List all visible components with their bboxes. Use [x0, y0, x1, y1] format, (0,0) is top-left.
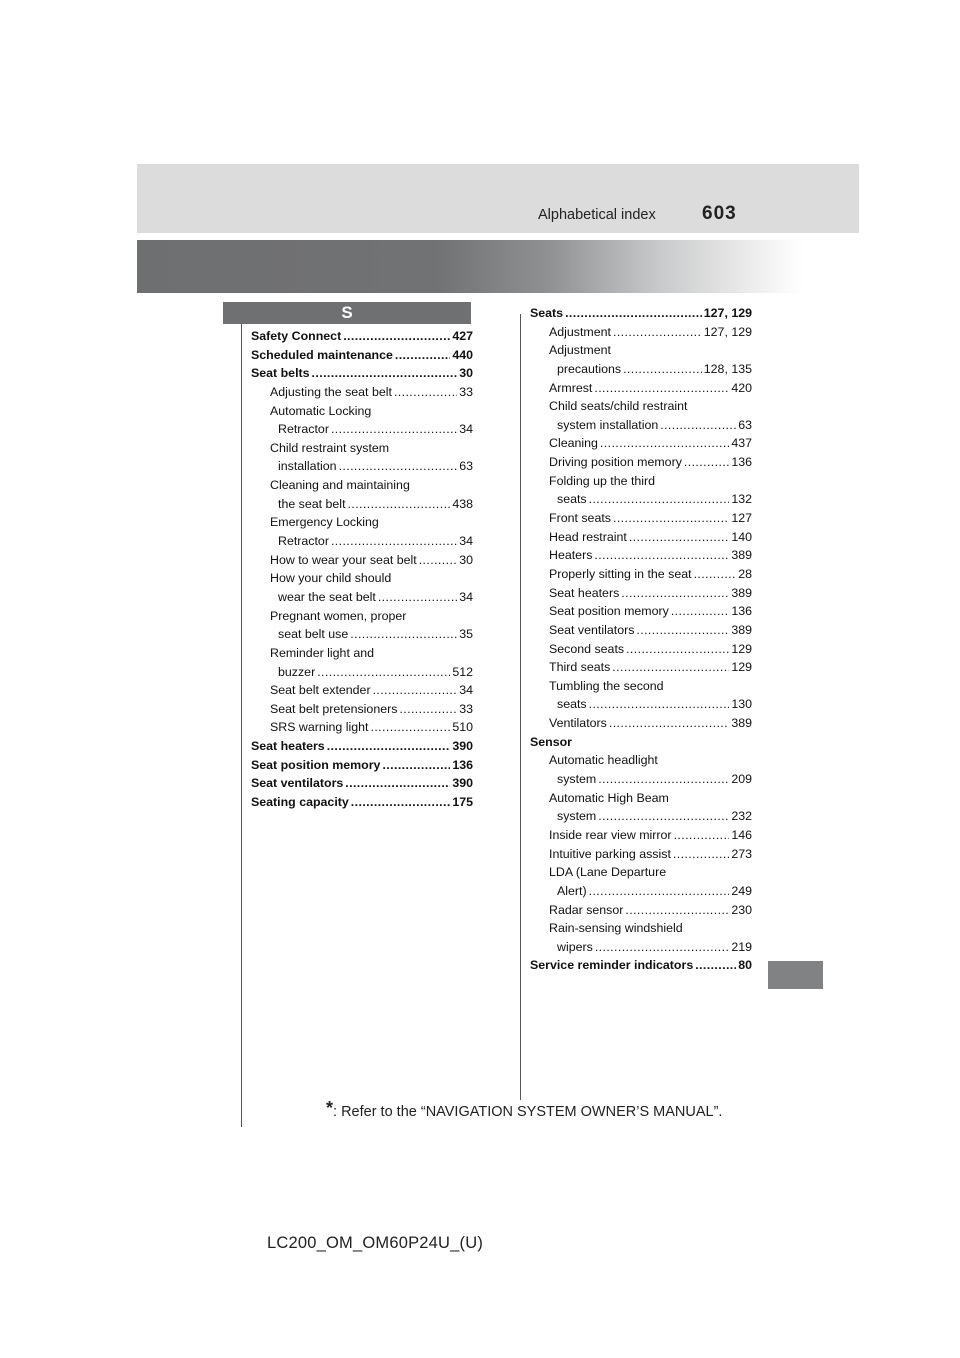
index-entry-text: Scheduled maintenance	[251, 347, 393, 362]
index-entry	[251, 665, 473, 684]
index-entry-text: Second seats	[549, 641, 625, 656]
dot-leader	[350, 627, 457, 641]
index-entry	[251, 553, 473, 572]
dot-leader	[370, 720, 450, 734]
section-tab[interactable]	[768, 961, 823, 989]
index-entry-page[interactable]: 438	[452, 496, 473, 511]
dot-leader	[351, 795, 451, 809]
index-entry-text: installation	[278, 459, 337, 474]
index-entry	[530, 791, 752, 810]
index-entry-text: Tumbling the second	[549, 678, 664, 693]
index-entry	[251, 422, 473, 441]
column-divider-left	[241, 303, 242, 1127]
index-entry	[251, 478, 473, 497]
index-entry-text: seats	[557, 492, 587, 507]
index-entry-text: Adjustment	[549, 324, 611, 339]
index-entry-page[interactable]: 136	[731, 455, 752, 470]
index-entry-page[interactable]: 127, 129	[703, 324, 752, 339]
index-entry-page[interactable]: 389	[731, 585, 752, 600]
dot-leader	[589, 492, 730, 506]
index-entry-text: wipers	[557, 939, 593, 954]
index-entry	[251, 795, 473, 814]
index-entry	[530, 511, 752, 530]
index-entry	[530, 381, 752, 400]
dot-leader	[589, 697, 730, 711]
index-entry-page[interactable]: 273	[731, 846, 752, 861]
index-entry-page[interactable]: 34	[459, 534, 473, 549]
index-entry-text: Front seats	[549, 511, 611, 526]
index-entry	[251, 758, 473, 777]
index-entry	[530, 492, 752, 511]
dot-leader	[636, 623, 729, 637]
index-entry	[530, 921, 752, 940]
index-entry-page[interactable]: 127	[731, 511, 752, 526]
index-entry-text: Ventilators	[549, 716, 607, 731]
dot-leader	[600, 436, 729, 450]
index-entry-text: Child restraint system	[270, 440, 390, 455]
index-entry-text: Seat ventilators	[251, 776, 344, 791]
index-entry	[530, 679, 752, 698]
index-entry	[530, 697, 752, 716]
index-entry	[530, 847, 752, 866]
dot-leader	[345, 776, 450, 790]
index-entry-text: Retractor	[278, 422, 329, 437]
dot-leader	[612, 660, 729, 674]
index-entry	[251, 459, 473, 478]
dot-leader	[419, 553, 458, 567]
index-entry-text: Rain-sensing windshield	[549, 921, 683, 936]
index-entry-text: Folding up the third	[549, 473, 656, 488]
index-entry	[530, 586, 752, 605]
index-entry	[251, 348, 473, 367]
index-entry	[251, 329, 473, 348]
index-entry-text: Seat heaters	[251, 739, 325, 754]
index-entry-page[interactable]: 232	[731, 809, 752, 824]
index-entry-text: Head restraint	[549, 529, 627, 544]
index-entry-text: system	[557, 809, 597, 824]
index-entry	[530, 455, 752, 474]
index-entry-page[interactable]: 35	[459, 627, 473, 642]
column-divider-middle	[520, 314, 521, 1100]
dot-leader	[673, 847, 729, 861]
index-entry-text: Seat belt extender	[270, 683, 371, 698]
index-entry-text: Emergency Locking	[270, 515, 379, 530]
index-entry-page[interactable]: 129	[731, 641, 752, 656]
index-entry	[530, 660, 752, 679]
dot-leader	[312, 366, 458, 380]
index-entry-page[interactable]: 389	[731, 548, 752, 563]
dot-leader	[373, 683, 458, 697]
index-entry-text: Cleaning and maintaining	[270, 478, 410, 493]
index-entry-text: Seat heaters	[549, 585, 620, 600]
index-entry-page[interactable]: 132	[731, 492, 752, 507]
dot-leader	[589, 884, 730, 898]
dot-leader	[394, 385, 457, 399]
index-entry	[251, 683, 473, 702]
index-entry-page[interactable]: 209	[731, 772, 752, 787]
index-entry	[251, 404, 473, 423]
index-entry	[251, 497, 473, 516]
index-entry	[530, 642, 752, 661]
index-entry	[251, 590, 473, 609]
index-entry-page[interactable]: 219	[731, 939, 752, 954]
index-entry	[251, 534, 473, 553]
index-entry-text: Seat ventilators	[549, 622, 635, 637]
index-entry-text: Automatic Locking	[270, 403, 372, 418]
index-entry-text: Sensor	[530, 734, 573, 749]
index-entry	[530, 530, 752, 549]
index-entry	[251, 776, 473, 795]
index-entry-page[interactable]: 140	[731, 529, 752, 544]
index-entry	[530, 809, 752, 828]
index-entry-page[interactable]: 28	[738, 566, 752, 581]
dot-leader	[339, 459, 458, 473]
index-entry-page[interactable]: 427	[452, 329, 473, 343]
index-entry-text: SRS warning light	[270, 720, 369, 735]
index-entry-page[interactable]: 34	[459, 683, 473, 698]
index-entry-text: Adjustment	[549, 343, 611, 358]
index-entry	[530, 343, 752, 362]
index-entry-text: precautions	[557, 361, 622, 376]
index-entry	[251, 646, 473, 665]
dot-leader	[399, 702, 457, 716]
index-entry-page[interactable]: 437	[731, 436, 752, 451]
index-entry-text: Seat position memory	[549, 604, 669, 619]
index-entry	[251, 571, 473, 590]
index-entry-page[interactable]: 30	[459, 552, 473, 567]
index-entry-text: Automatic High Beam	[549, 790, 669, 805]
index-entry-text: Intuitive parking assist	[549, 846, 671, 861]
dot-leader	[565, 306, 702, 320]
dot-leader	[331, 422, 457, 436]
dot-leader	[378, 590, 457, 604]
page-number: 603	[702, 203, 737, 224]
dot-leader	[598, 772, 729, 786]
index-entry	[530, 306, 752, 325]
index-entry-text: Driving position memory	[549, 455, 682, 470]
dot-leader	[382, 758, 450, 772]
index-entry-text: Safety Connect	[251, 329, 342, 343]
index-letter-heading: S	[223, 302, 471, 324]
dot-leader	[660, 418, 736, 432]
index-entry-page[interactable]: 34	[459, 422, 473, 437]
index-column-left	[251, 329, 473, 814]
index-entry-page[interactable]: 130	[731, 697, 752, 712]
dot-leader	[598, 809, 729, 823]
index-entry-page[interactable]: 389	[731, 716, 752, 731]
index-entry	[530, 828, 752, 847]
index-entry-text: LDA (Lane Departure	[549, 865, 667, 880]
dot-leader	[343, 329, 450, 343]
dot-leader	[621, 586, 729, 600]
index-entry-text: How to wear your seat belt	[270, 552, 417, 567]
index-entry-page[interactable]: 33	[459, 701, 473, 716]
index-entry	[251, 739, 473, 758]
index-entry	[530, 399, 752, 418]
index-entry-text: Service reminder indicators	[530, 958, 694, 973]
index-entry	[530, 604, 752, 623]
index-entry-text: Seats	[530, 306, 564, 320]
index-entry	[530, 362, 752, 381]
index-entry-page[interactable]: 230	[731, 902, 752, 917]
index-entry-text: wear the seat belt	[278, 589, 376, 604]
dot-leader	[629, 530, 729, 544]
dot-leader	[613, 325, 702, 339]
index-entry-page[interactable]: 127, 129	[703, 306, 752, 320]
index-entry-text: Cleaning	[549, 436, 598, 451]
header-band	[137, 164, 859, 233]
index-entry	[530, 865, 752, 884]
decorative-band	[137, 240, 803, 293]
index-entry-text: Adjusting the seat belt	[270, 384, 392, 399]
index-entry	[530, 418, 752, 437]
index-entry-page[interactable]: 128, 135	[703, 361, 752, 376]
index-entry	[530, 735, 752, 754]
dot-leader	[595, 940, 730, 954]
index-entry	[530, 716, 752, 735]
index-entry-page[interactable]: 80	[738, 958, 752, 973]
index-entry-text: Seat belts	[251, 366, 310, 381]
dot-leader	[671, 604, 729, 618]
index-entry	[530, 884, 752, 903]
index-entry-text: system installation	[557, 417, 659, 432]
index-entry	[251, 609, 473, 628]
index-entry-text: buzzer	[278, 664, 316, 679]
index-entry-text: Child seats/child restraint	[549, 399, 688, 414]
index-entry	[251, 702, 473, 721]
index-entry-text: Reminder light and	[270, 645, 375, 660]
index-entry-page[interactable]: 63	[738, 417, 752, 432]
dot-leader	[327, 739, 451, 753]
index-entry-text: Third seats	[549, 660, 611, 675]
dot-leader	[613, 511, 729, 525]
index-column-right	[530, 306, 752, 977]
index-entry	[530, 958, 752, 977]
index-entry-page[interactable]: 512	[452, 664, 473, 679]
dot-leader	[348, 497, 451, 511]
index-entry	[251, 720, 473, 739]
dot-leader	[625, 903, 729, 917]
index-entry	[251, 385, 473, 404]
index-entry	[530, 903, 752, 922]
index-entry	[530, 548, 752, 567]
dot-leader	[674, 828, 730, 842]
index-entry-page[interactable]: 510	[452, 720, 473, 735]
index-entry-text: Armrest	[549, 380, 593, 395]
index-entry-page[interactable]: 249	[731, 883, 752, 898]
dot-leader	[623, 362, 702, 376]
index-entry-text: Seat belt pretensioners	[270, 701, 398, 716]
index-entry-page[interactable]: 390	[452, 776, 473, 791]
index-entry-text: Inside rear view mirror	[549, 827, 672, 842]
index-entry-text: Pregnant women, proper	[270, 608, 407, 623]
index-entry-text: system	[557, 772, 597, 787]
index-entry-text: seats	[557, 697, 587, 712]
dot-leader	[331, 534, 457, 548]
index-entry-text: Properly sitting in the seat	[549, 566, 692, 581]
dot-leader	[317, 665, 450, 679]
index-entry-text: Heaters	[549, 548, 593, 563]
index-entry-text: Radar sensor	[549, 902, 624, 917]
index-entry	[251, 441, 473, 460]
section-title: Alphabetical index	[538, 207, 656, 223]
dot-leader	[594, 381, 729, 395]
index-entry	[530, 623, 752, 642]
index-entry-page[interactable]: 129	[731, 660, 752, 675]
dot-leader	[695, 958, 736, 972]
dot-leader	[684, 455, 729, 469]
dot-leader	[609, 716, 729, 730]
index-entry-text: Alert)	[557, 883, 587, 898]
dot-leader	[594, 548, 729, 562]
index-entry-page[interactable]: 30	[459, 366, 473, 381]
index-entry-text: Retractor	[278, 534, 329, 549]
index-entry	[251, 627, 473, 646]
index-entry-page[interactable]: 390	[452, 739, 473, 754]
index-entry-text: the seat belt	[278, 496, 346, 511]
index-entry	[530, 325, 752, 344]
footnote	[326, 1100, 722, 1121]
index-entry-page[interactable]: 146	[731, 827, 752, 842]
index-entry-text: seat belt use	[278, 627, 349, 642]
index-entry	[530, 436, 752, 455]
index-entry-page[interactable]: 420	[731, 380, 752, 395]
index-entry	[530, 753, 752, 772]
index-entry-page[interactable]: 136	[731, 604, 752, 619]
index-entry	[530, 567, 752, 586]
index-entry	[251, 366, 473, 385]
dot-leader	[626, 642, 729, 656]
index-entry-page[interactable]: 440	[452, 347, 473, 362]
dot-leader	[395, 348, 450, 362]
dot-leader	[694, 567, 737, 581]
index-entry	[251, 515, 473, 534]
index-entry-page[interactable]: 63	[459, 459, 473, 474]
index-entry	[530, 772, 752, 791]
index-entry-text: Seat position memory	[251, 757, 381, 772]
index-entry-page[interactable]: 389	[731, 622, 752, 637]
footnote-marker: *	[326, 1098, 334, 1118]
index-entry-text: Seating capacity	[251, 795, 349, 810]
index-entry-text: How your child should	[270, 571, 392, 586]
document-code: LC200_OM_OM60P24U_(U)	[267, 1234, 484, 1252]
index-entry-page[interactable]: 175	[452, 795, 473, 810]
footnote-text: : Refer to the “NAVIGATION SYSTEM OWNER’S MANUAL”.	[333, 1104, 723, 1120]
index-entry-page[interactable]: 34	[459, 589, 473, 604]
index-entry	[530, 940, 752, 959]
index-entry	[530, 474, 752, 493]
index-entry-page[interactable]: 33	[459, 384, 473, 399]
index-entry-page[interactable]: 136	[452, 757, 473, 772]
index-entry-text: Automatic headlight	[549, 753, 658, 768]
